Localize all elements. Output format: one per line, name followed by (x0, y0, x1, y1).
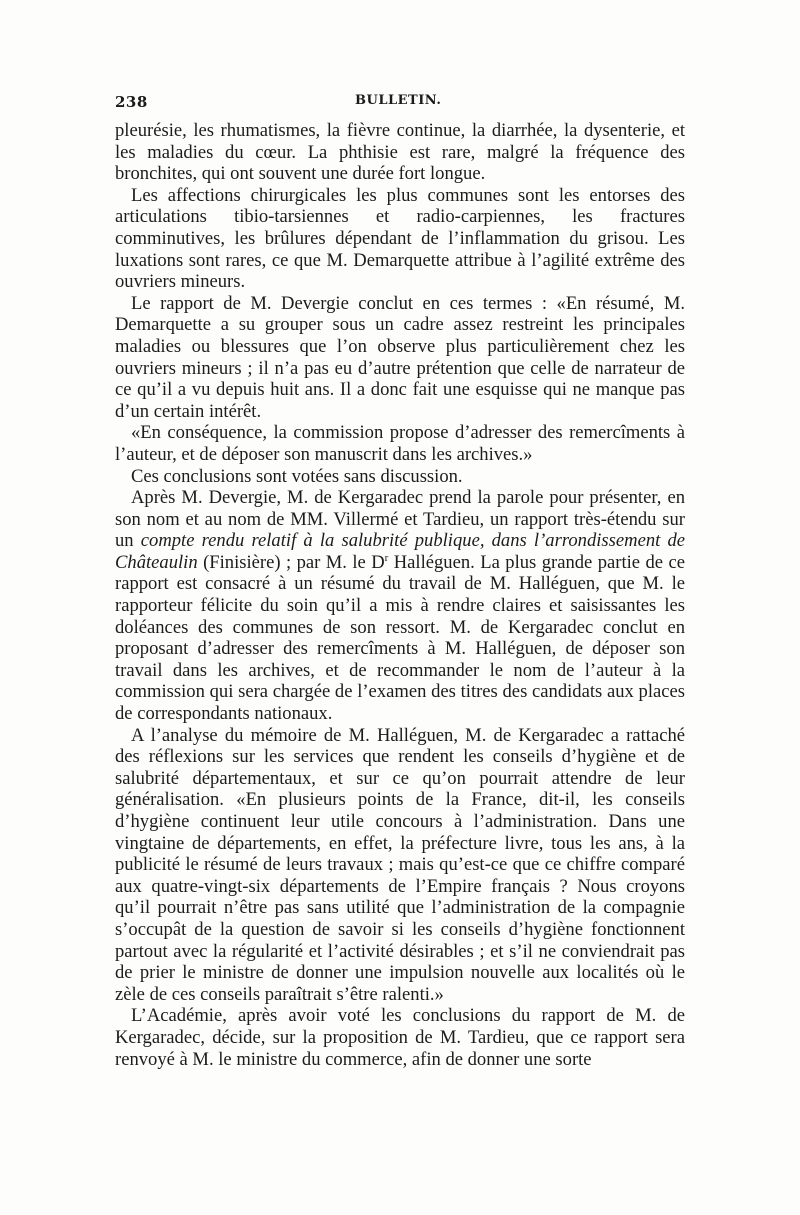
body-text (115, 120, 685, 1070)
paragraph-4: «En conséquence, la commission propose d’adresser des remercîments à l’auteur, et de déposer son manuscrit dans les archives.» (115, 422, 685, 465)
paragraph-8: L’Académie, après avoir voté les conclusions du rapport de M. de Kergaradec, décide, sur la proposition de M. Tardieu, que ce rapport sera renvoyé à M. le ministre du commerce, afin de donner une sorte (115, 1005, 685, 1070)
paragraph-7: A l’analyse du mémoire de M. Halléguen, M. de Kergaradec a rattaché des réflexions sur les services que rendent les conseils d’hygiène et de salubrité départementaux, et sur ce qu’on pourrait attendre de leur généralisation. «En plusieurs points de la France, dit-il, les conseils d’hygiène continuent leur utile concours à l’administration. Dans une vingtaine de départements, en effet, la préfecture livre, tous les ans, à la publicité le résumé de leurs travaux ; mais qu’est-ce que ce chiffre comparé aux quatre-vingt-six départements de l’Empire français ? Nous croyons qu’il pourrait n’être pas sans utilité que l’administration de la compagnie s’occupât de la question de savoir si les conseils d’hygiène fonctionnent partout avec la régularité et l’activité désirables ; et s’il ne conviendrait pas de prier le ministre de donner une impulsion nouvelle aux localités où le zèle de ces conseils paraîtrait s’être ralenti.» (115, 724, 685, 1005)
running-head (115, 93, 685, 117)
paragraph-2: Les affections chirurgicales les plus communes sont les entorses des articulations tibio-tarsiennes et radio-carpiennes, les fractures comminutives, les brûlures dépendant de l’inflammation du grisou. Les luxations sont rares, ce que M. Demarquette attribue à l’agilité extrême des ouvriers mineurs. (115, 184, 685, 293)
paragraph-6 (115, 487, 685, 725)
paragraph-3: Le rapport de M. Devergie conclut en ces termes : «En résumé, M. Demarquette a su grouper sous un cadre assez restreint les principales maladies ou blessures que l’on observe plus particulièrement chez les ouvriers mineurs ; il n’a pas eu d’autre prétention que celle de narrateur de ce qu’il a vu depuis huit ans. Il a donc fait une esquisse qui ne manque pas d’un certain intérêt. (115, 292, 685, 422)
page-number: 238 (115, 93, 148, 111)
paragraph-6-text-a: Après M. Devergie, M. de Kergaradec prend la parole pour présenter, en son nom et au nom de MM. Villermé et Tardieu, un rapport très-étendu sur un (115, 487, 685, 552)
paragraph-6-text-c: Halléguen. La plus grande partie de ce rapport est consacré à un résumé du travail de M. Halléguen, que M. le rapporteur félicite du soin qu’il a mis à rendre claires et saisissantes les doléances des communes de son ressort. M. de Kergaradec conclut en proposant d’adresser des remercîments à M. Halléguen, de déposer son travail dans les archives, et de recommander le nom de l’auteur à la commission qui sera chargée de l’examen des titres des candidats aux places de correspondants nationaux. (115, 551, 685, 725)
running-title: BULLETIN. (355, 93, 442, 108)
paragraph-6-italic-title: compte rendu relatif à la salubrité publique, dans l’arrondissement de Châteaulin (115, 530, 685, 573)
paragraph-6-superscript: r (384, 551, 389, 564)
paragraph-5: Ces conclusions sont votées sans discussion. (131, 465, 463, 487)
paragraph-1: pleurésie, les rhumatismes, la fièvre continue, la diarrhée, la dysenterie, et les maladies du cœur. La phthisie est rare, malgré la fréquence des bronchites, qui ont souvent une durée fort longue. (115, 120, 685, 185)
paragraph-6-text-b: (Finisière) ; par M. le D (197, 551, 385, 573)
